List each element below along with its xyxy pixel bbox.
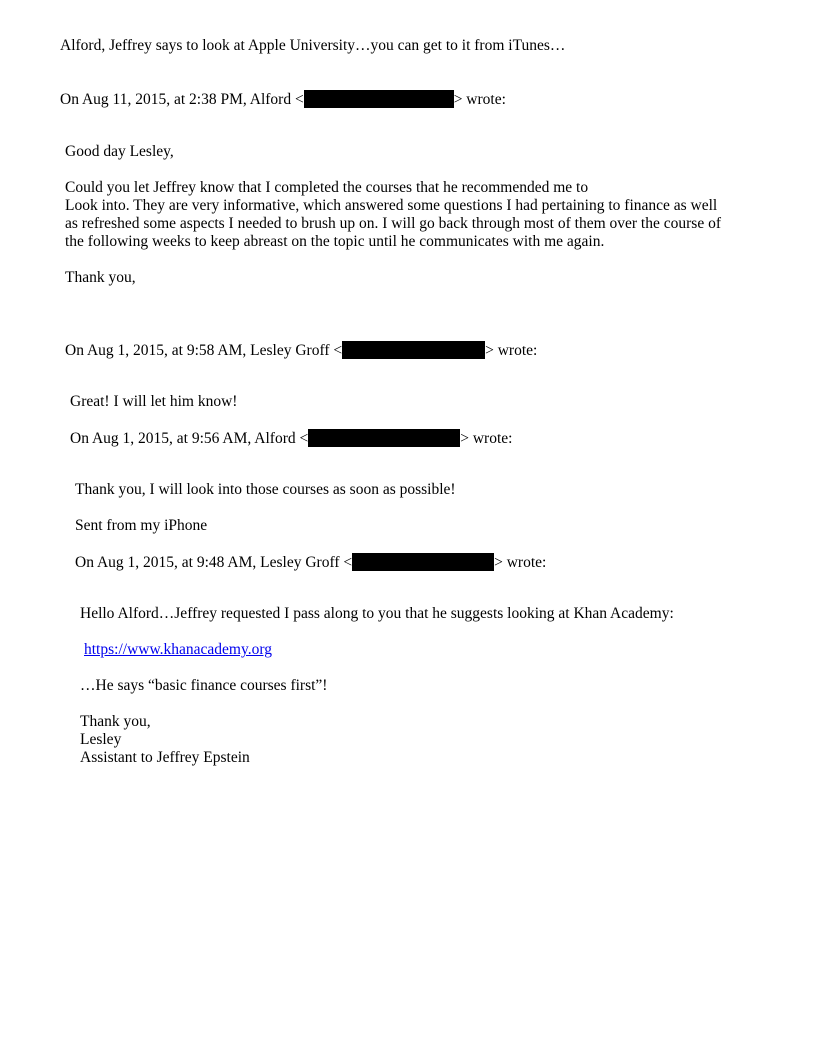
msg2-header [65,341,537,360]
msg4-signoff-line: Thank you, [80,713,151,730]
khan-academy-link[interactable]: https://www.khanacademy.org [84,641,272,658]
redacted-email [308,429,460,447]
msg3-header-prefix: On Aug 1, 2015, at 9:56 AM, Alford < [70,430,309,447]
msg4-header-suffix: > wrote: [494,554,547,571]
msg4-header-prefix: On Aug 1, 2015, at 9:48 AM, Lesley Groff < [75,554,353,571]
msg4-note: …He says “basic finance courses first”! [80,677,328,694]
msg1-closing: Thank you, [65,269,136,286]
msg3-header [70,429,512,448]
msg1-body-line: Look into. They are very informative, which answered some questions I had pertaining to finance as well [65,197,718,214]
msg4-body: Hello Alford…Jeffrey requested I pass along to you that he suggests looking at Khan Academy: [80,605,674,622]
msg3-body: Thank you, I will look into those courses as soon as possible! [75,481,456,498]
msg1-header-suffix: > wrote: [453,91,506,108]
msg2-header-prefix: On Aug 1, 2015, at 9:58 AM, Lesley Groff < [65,342,343,359]
msg1-header [60,90,506,109]
msg1-header-prefix: On Aug 11, 2015, at 2:38 PM, Alford < [60,91,304,108]
forward-note: Alford, Jeffrey says to look at Apple University…you can get to it from iTunes… [60,37,566,54]
msg1-greeting: Good day Lesley, [65,143,174,160]
msg4-signoff-line: Assistant to Jeffrey Epstein [80,749,250,766]
msg1-body-line: the following weeks to keep abreast on the topic until he communicates with me again. [65,233,605,250]
msg3-header-suffix: > wrote: [460,430,513,447]
msg2-header-suffix: > wrote: [485,342,538,359]
redacted-email [342,341,485,359]
msg4-signoff [80,713,250,767]
khan-academy-link-wrap [84,641,272,659]
msg1-body [65,179,721,251]
msg1-body-line: Could you let Jeffrey know that I completed the courses that he recommended me to [65,179,589,196]
msg2-body: Great! I will let him know! [70,393,238,410]
msg1-body-line: as refreshed some aspects I needed to brush up on. I will go back through most of them over the course of [65,215,721,232]
msg4-header [75,553,546,572]
redacted-email [352,553,494,571]
msg4-signoff-line: Lesley [80,731,122,748]
redacted-email [304,90,454,108]
msg3-signature: Sent from my iPhone [75,517,208,534]
